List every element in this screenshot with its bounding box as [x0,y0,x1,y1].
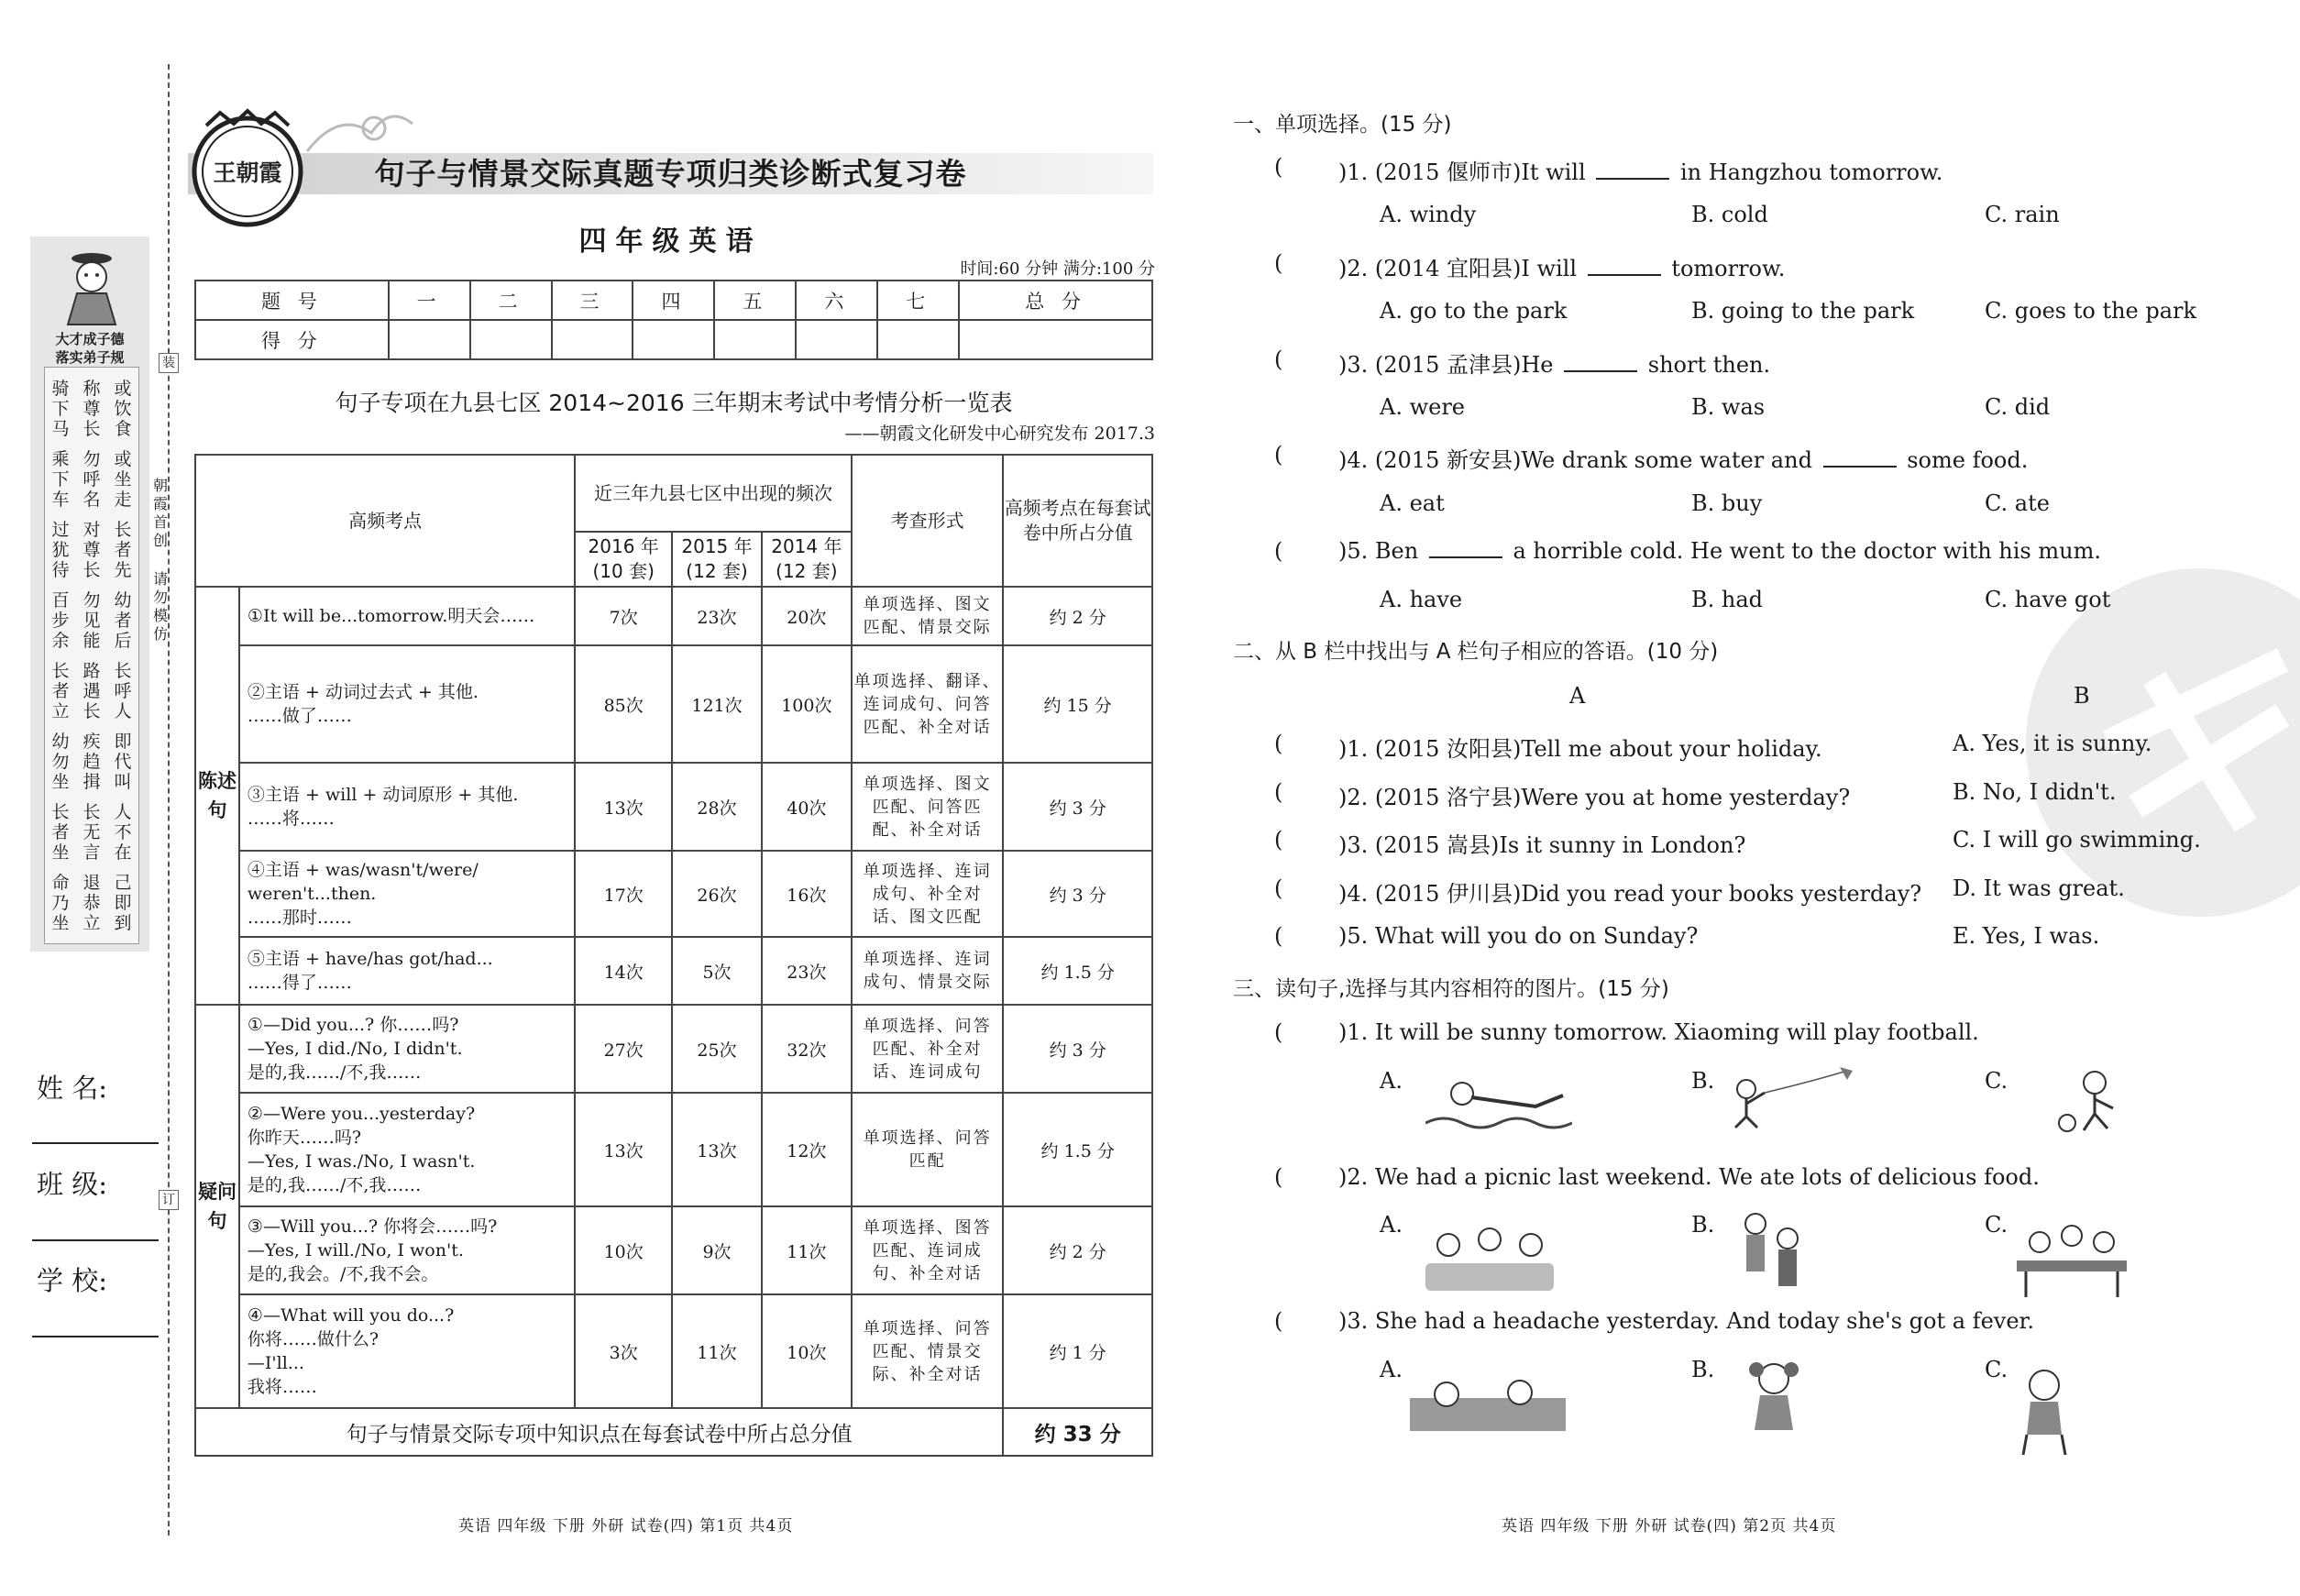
binding-line [168,64,170,1535]
picnic-illustration[interactable] [1416,1217,1563,1302]
form-cell: 单项选择、问答 匹配、情景交 际、补全对话 [863,1318,992,1384]
answer-paren[interactable]: ( [1274,1019,1283,1045]
score-cell: 约 2 分 [1003,587,1152,645]
answer-paren[interactable]: ( [1274,442,1283,468]
option-a[interactable]: A. eat [1380,490,1445,516]
question-5: )5. Ben a horrible cold. He went to the doctor with his mum. [1338,538,2101,564]
verse-row: 过犹待 对尊长 长者先 [51,519,132,580]
header-2014: 2014 年 (12 套) [771,535,842,582]
answer-paren[interactable]: ( [1274,731,1283,756]
sick-in-bed-illustration[interactable] [1410,1370,1566,1433]
answer-paren[interactable]: ( [1274,154,1283,180]
answer-blank[interactable] [1588,274,1661,276]
margin-verses [44,367,139,944]
score-cell[interactable] [470,320,552,359]
name-field[interactable] [32,1142,159,1144]
analysis-table [194,454,1153,1457]
picture-option-b[interactable]: B. [1691,1068,1715,1094]
score-header: 六 [796,281,877,320]
score-cell[interactable] [714,320,796,359]
verse-row: 乘下车 勿呼名 或坐走 [51,448,132,510]
table-row [195,851,1152,937]
option-b[interactable]: B. was [1691,394,1766,420]
match-item: )5. What will you do on Sunday? [1338,923,1699,949]
header-2015: 2015 年 (12 套) [681,535,753,582]
topic-cell: ⑤主语 + have/has got/had... ……得了…… [247,949,493,993]
table-row [195,937,1152,1005]
section3-title: 三、读句子,选择与其内容相符的图片。(15 分) [1233,977,1669,1001]
option-a[interactable]: A. go to the park [1380,298,1568,324]
form-cell: 单项选择、连词 成句、补全对 话、图文匹配 [863,861,992,927]
table-row [195,587,1152,645]
vertical-note: 朝霞首创 [152,477,168,549]
score-cell[interactable] [796,320,877,359]
count-2014: 20次 [762,587,852,645]
topic-cell: ①It will be...tomorrow.明天会…… [247,606,535,626]
answer-paren[interactable]: ( [1274,538,1283,564]
picture-option-b[interactable]: B. [1691,1212,1715,1238]
answer-paren[interactable]: ( [1274,827,1283,853]
answer-paren[interactable]: ( [1274,250,1283,276]
picture-question: )1. It will be sunny tomorrow. Xiaoming will play football. [1338,1019,1979,1045]
headache-boy-illustration[interactable] [2003,1361,2085,1458]
answer-paren[interactable]: ( [1274,779,1283,805]
verse-row: 命乃坐 退恭立 己即到 [51,872,132,933]
option-c[interactable]: C. did [1985,394,2051,420]
answer-paren[interactable]: ( [1274,1164,1283,1190]
swimming-illustration[interactable] [1425,1068,1572,1134]
count-2016: 14次 [575,937,672,1005]
score-label: 得 分 [195,320,389,359]
count-2014: 100次 [762,645,852,763]
picture-question: )2. We had a picnic last weekend. We ate lots of delicious food. [1338,1164,2040,1190]
count-2016: 13次 [575,1093,672,1206]
score-cell[interactable] [633,320,714,359]
topic-cell: ①—Did you...? 你……吗? —Yes, I did./No, I didn't. 是的,我……/不,我…… [247,1015,463,1083]
count-2014: 12次 [762,1093,852,1206]
dinner-table-illustration[interactable] [2008,1210,2136,1302]
name-label: 姓 名: [37,1073,107,1104]
topic-cell: ④主语 + was/wasn't/were/ weren't...then. ……那时…… [247,860,479,928]
header-form: 考查形式 [852,455,1004,587]
option-c[interactable]: C. goes to the park [1985,298,2197,324]
score-cell: 约 3 分 [1003,851,1152,937]
count-2015: 9次 [672,1206,762,1294]
score-cell[interactable] [959,320,1152,359]
picture-option-c[interactable]: C. [1985,1068,2008,1094]
school-label: 学 校: [37,1265,107,1296]
option-c[interactable]: C. have got [1985,587,2111,612]
count-2016: 7次 [575,587,672,645]
score-header: 题 号 [195,281,389,320]
header-2016: 2016 年 (10 套) [588,535,659,582]
count-2016: 13次 [575,763,672,851]
verse-row: 长者立 路遇长 长呼人 [51,660,132,721]
count-2014: 23次 [762,937,852,1005]
count-2016: 17次 [575,851,672,937]
answer-paren[interactable]: ( [1274,347,1283,372]
verse-row: 百步余 勿见能 幼者后 [51,589,132,651]
question-3: )3. (2015 孟津县)He short then. [1338,352,1771,378]
table-row [195,645,1152,763]
table-row [195,1294,1152,1408]
verse-row: 长者坐 长无言 人不在 [51,801,132,863]
match-item: )2. (2015 洛宁县)Were you at home yesterday? [1338,785,1851,810]
answer-paren[interactable]: ( [1274,875,1283,901]
column-b-header: B [2074,683,2090,709]
form-cell: 单项选择、问答 匹配、补全对 话、连词成句 [863,1016,992,1082]
table-row [195,1206,1152,1294]
form-cell: 单项选择、问答 匹配 [863,1128,992,1171]
count-2015: 26次 [672,851,762,937]
score-cell: 约 15 分 [1003,645,1152,763]
binding-mark: 订 [159,1190,179,1210]
option-b[interactable]: B. going to the park [1691,298,1915,324]
form-cell: 单项选择、图文 匹配、情景交际 [863,595,992,637]
match-answer: D. It was great. [1953,875,2125,901]
section2-title: 二、从 B 栏中找出与 A 栏句子相应的答语。(10 分) [1233,640,1719,664]
option-a[interactable]: A. windy [1380,202,1477,227]
form-cell: 单项选择、翻译、 连词成句、问答 匹配、补全对话 [853,671,1001,737]
match-answer: E. Yes, I was. [1953,923,2100,949]
match-answer: C. I will go swimming. [1953,827,2201,853]
count-2014: 10次 [762,1294,852,1408]
category-question: 疑问句 [195,1005,239,1408]
answer-blank[interactable] [1596,178,1669,180]
table-row [195,1093,1152,1206]
table-total-row [195,1408,1152,1456]
count-2015: 121次 [672,645,762,763]
score-cell: 约 3 分 [1003,1005,1152,1093]
question-2: )2. (2014 宜阳县)I will tomorrow. [1338,256,1786,281]
score-table [194,280,1153,360]
category-statement: 陈述句 [195,587,239,1005]
score-header: 一 [389,281,470,320]
option-b[interactable]: B. cold [1691,202,1768,227]
match-item: )3. (2015 嵩县)Is it sunny in London? [1338,832,1746,858]
question-1: )1. (2015 偃师市)It will in Hangzhou tomorrow. [1338,160,1943,185]
header-topic: 高频考点 [195,455,575,587]
option-b[interactable]: B. buy [1691,490,1763,516]
count-2014: 32次 [762,1005,852,1093]
form-cell: 单项选择、图答 匹配、连词成 句、补全对话 [863,1217,992,1283]
score-cell: 约 1.5 分 [1003,1093,1152,1206]
count-2016: 3次 [575,1294,672,1408]
answer-paren[interactable]: ( [1274,923,1283,949]
question-4: )4. (2015 新安县)We drank some water and some food. [1338,447,2029,473]
score-header: 七 [877,281,959,320]
option-a[interactable]: A. were [1380,394,1466,420]
topic-cell: ③主语 + will + 动词原形 + 其他. ……将…… [247,785,519,829]
analysis-source: ——朝霞文化研发中心研究发布 2017.3 [844,424,1155,444]
school-field[interactable] [32,1336,159,1337]
score-cell[interactable] [552,320,633,359]
picture-option-b[interactable]: B. [1691,1357,1715,1382]
section1-title: 一、单项选择。(15 分) [1233,113,1452,137]
option-b[interactable]: B. had [1691,587,1764,612]
answer-blank[interactable] [1823,466,1897,468]
kite-flying-illustration[interactable] [1719,1063,1865,1129]
picture-option-a[interactable]: A. [1380,1357,1403,1382]
table-row [195,1005,1152,1093]
picture-question: )3. She had a headache yesterday. And today she's got a fever. [1338,1308,2034,1334]
count-2016: 10次 [575,1206,672,1294]
count-2015: 28次 [672,763,762,851]
score-cell: 约 1 分 [1003,1294,1152,1408]
binding-mark: 装 [159,353,179,373]
topic-cell: ②—Were you...yesterday? 你昨天……吗? —Yes, I was./No, I wasn't. 是的,我……/不,我…… [247,1104,476,1195]
score-cell: 约 2 分 [1003,1206,1152,1294]
family-illustration[interactable] [1728,1205,1820,1302]
score-cell[interactable] [389,320,470,359]
header-frequency: 近三年九县七区中出现的频次 [575,455,852,532]
count-2014: 16次 [762,851,852,937]
picture-option-a[interactable]: A. [1380,1212,1403,1238]
page-title: 句子与情景交际真题专项归类诊断式复习卷 [374,156,967,192]
form-cell: 单项选择、图文 匹配、问答匹 配、补全对话 [863,774,992,840]
footer-right: 英语 四年级 下册 外研 试卷(四) 第2页 共4页 [1502,1517,1837,1535]
ribbon-ornament [303,101,422,156]
option-a[interactable]: A. have [1380,587,1463,612]
answer-blank[interactable] [1564,370,1637,372]
picture-option-c[interactable]: C. [1985,1212,2008,1238]
football-illustration[interactable] [2003,1068,2150,1134]
count-2015: 11次 [672,1294,762,1408]
form-cell: 单项选择、连词 成句、情景交际 [863,950,992,992]
picture-option-c[interactable]: C. [1985,1357,2008,1382]
total-label: 句子与情景交际专项中知识点在每套试卷中所占总分值 [195,1408,1003,1456]
score-cell[interactable] [877,320,959,359]
match-answer: B. No, I didn't. [1953,779,2117,805]
class-field[interactable] [32,1239,159,1241]
score-header: 二 [470,281,552,320]
count-2015: 23次 [672,587,762,645]
score-header: 五 [714,281,796,320]
match-item: )4. (2015 伊川县)Did you read your books yesterday? [1338,881,1922,907]
count-2016: 85次 [575,645,672,763]
answer-blank[interactable] [1429,556,1502,558]
class-label: 班 级: [37,1169,107,1200]
table-row [195,763,1152,851]
time-info: 时间:60 分钟 满分:100 分 [960,259,1155,279]
count-2014: 11次 [762,1206,852,1294]
verse-row: 骑下马 称尊长 或饮食 [51,378,132,439]
option-c[interactable]: C. ate [1985,490,2050,516]
page-subtitle: 四年级英语 [578,226,763,258]
count-2015: 5次 [672,937,762,1005]
analysis-title: 句子专项在九县七区 2014~2016 三年期末考试中考情分析一览表 [335,390,1013,416]
answer-paren[interactable]: ( [1274,1308,1283,1334]
verse-row: 幼勿坐 疾趋揖 即代叫 [51,731,132,792]
margin-motto: 大才成子德 落实弟子规 [55,331,125,366]
girl-illustration[interactable] [1733,1357,1815,1448]
score-cell: 约 1.5 分 [1003,937,1152,1005]
picture-option-a[interactable]: A. [1380,1068,1403,1094]
vertical-note: 请勿模仿 [152,570,168,643]
topic-cell: ②主语 + 动词过去式 + 其他. ……做了…… [247,682,479,726]
topic-cell: ④—What will you do...? 你将……做什么? —I'll... 我将…… [247,1305,455,1397]
footer-left: 英语 四年级 下册 外研 试卷(四) 第1页 共4页 [458,1517,794,1535]
total-value: 约 33 分 [1003,1408,1152,1456]
match-item: )1. (2015 汝阳县)Tell me about your holiday. [1338,736,1822,762]
score-header: 四 [633,281,714,320]
column-a-header: A [1569,683,1586,709]
option-c[interactable]: C. rain [1985,202,2060,227]
count-2015: 25次 [672,1005,762,1093]
svg-text:王朝霞: 王朝霞 [213,160,282,186]
score-cell: 约 3 分 [1003,763,1152,851]
topic-cell: ③—Will you...? 你将会……吗? —Yes, I will./No, I won't. 是的,我会。/不,我不会。 [247,1216,498,1284]
count-2015: 13次 [672,1093,762,1206]
count-2016: 27次 [575,1005,672,1093]
count-2014: 40次 [762,763,852,851]
score-header: 总 分 [959,281,1152,320]
match-answer: A. Yes, it is sunny. [1953,731,2152,756]
score-header: 三 [552,281,633,320]
header-score: 高频考点在每套试卷中所占分值 [1003,455,1152,587]
scholar-illustration [55,246,128,326]
